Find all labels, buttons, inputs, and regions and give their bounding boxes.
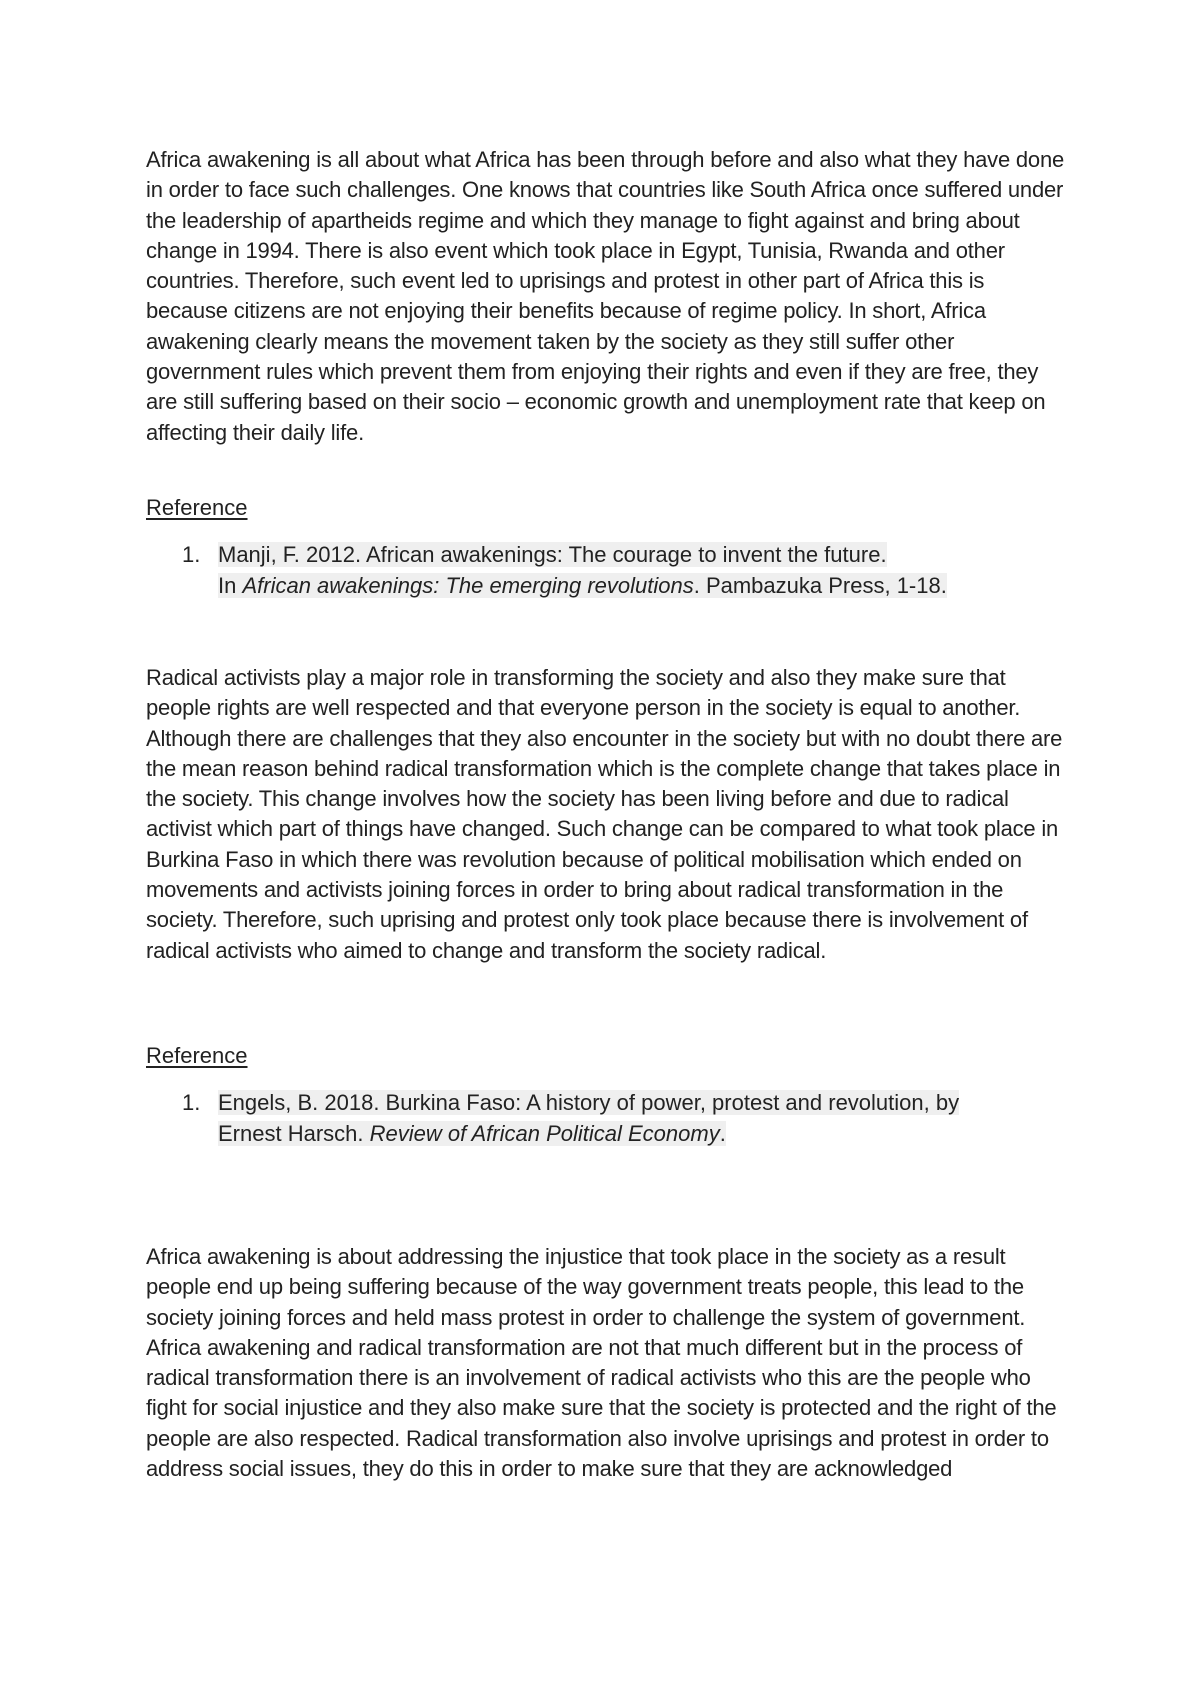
citation-prefix: In [218,572,243,598]
citation-journal-title: Review of African Political Economy [369,1120,720,1146]
citation-line-1: Manji, F. 2012. African awakenings: The courage to invent the future. [218,542,887,567]
citation-suffix: . [719,1120,726,1146]
paragraph-africa-awakening: Africa awakening is all about what Africa has been through before and also what they have done in order to face such challenges. One knows that countries like South Africa once suffered under the leadership of apartheids regime and which they manage to fight against and bring about change in 1994. There is also event which took place in Egypt, Tunisia, Rwanda and other countries. Therefore, such event led to uprisings and protest in other part of Africa this is because citizens are not enjoying their benefits because of regime policy. In short, Africa awakening clearly means the movement taken by the society as they still suffer other government rules which prevent them from enjoying their rights and even if they are free, they are still suffering based on their socio – economic growth and unemployment rate that keep on affecting their daily life. [146,147,1065,445]
citation-suffix: . Pambazuka Press, 1-18. [693,572,947,598]
citation-book-title: African awakenings: The emerging revolutions [242,572,694,598]
citation-line-1: Engels, B. 2018. Burkina Faso: A history of power, protest and revolution, by [218,1090,960,1115]
reference-citation [218,1088,959,1149]
paragraph-radical-activists: Radical activists play a major role in transforming the society and also they make sure that people rights are well respected and that everyone person in the society is equal to another. Although there are challenges that they also encounter in the society but with no doubt there are the mean reason behind radical transformation which is the complete change that takes place in the society. This change involves how the society has been living before and due to radical activist which part of things have changed. Such change can be compared to what took place in Burkina Faso in which there was revolution because of political mobilisation which ended on movements and activists joining forces in order to bring about radical transformation in the society. Therefore, such uprising and protest only took place because there is involvement of radical activists who aimed to change and transform the society radical. [146,665,1063,963]
reference-heading: Reference [146,495,248,520]
list-number: 1. [182,1090,201,1115]
citation-prefix: Ernest Harsch. [218,1120,370,1146]
list-number: 1. [182,542,201,567]
paragraph-injustice: Africa awakening is about addressing the injustice that took place in the society as a result people end up being suffering because of the way government treats people, this lead to the society joining forces and held mass protest in order to challenge the system of government. Africa awakening and radical transformation are not that much different but in the process of radical transformation there is an involvement of radical activists who this are the people who fight for social injustice and they also make sure that the society is protected and the right of the people are also respected. Radical transformation also involve uprisings and protest in order to address social issues, they do this in order to make sure that they are acknowledged [146,1244,1057,1482]
reference-citation [218,540,947,601]
reference-heading: Reference [146,1043,248,1068]
